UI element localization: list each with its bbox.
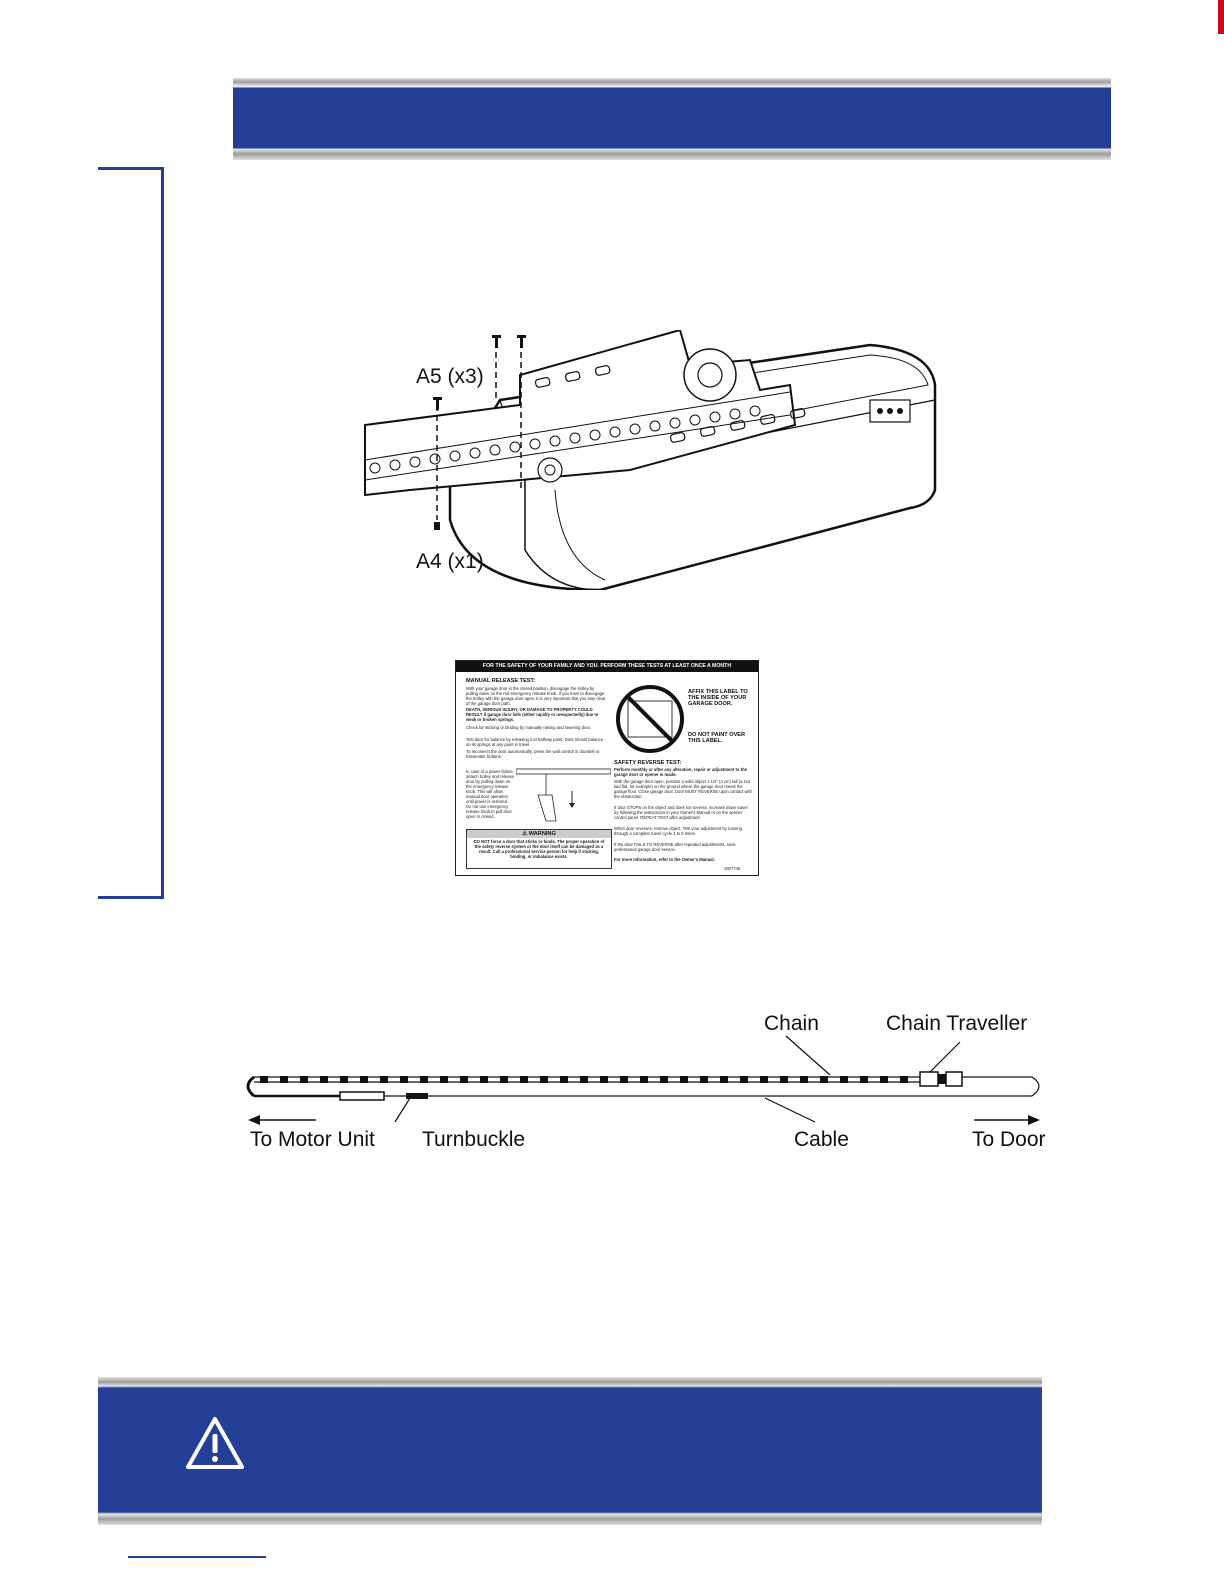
label-to-motor-unit: To Motor Unit <box>250 1128 375 1151</box>
warning-triangle-icon: ⚠ <box>522 831 528 837</box>
section-header-band <box>233 78 1111 160</box>
side-bracket <box>98 167 164 899</box>
no-paint-text: DO NOT PAINT OVER THIS LABEL. <box>688 732 746 745</box>
manual-release-text: With your garage door in the closed position, disengage the trolley by pulling down on the red emergency release knob. If you have to disengage the trolley with the garage door open, it is very important that you stay clear of the garage door path. <box>466 686 606 706</box>
label-to-door: To Door <box>972 1128 1046 1151</box>
label-turnbuckle: Turnbuckle <box>422 1128 526 1151</box>
label-warning-box <box>466 829 612 869</box>
page-tab-marker <box>1218 0 1224 34</box>
safety-reverse-step-1: With the garage door open, position a solid object 1 1/2" (4 cm) tall (a 2x4 laid flat, for example) on the ground where the garage door meets the garage floor. Close garage door. Door MUST REVERSE upon contact with the obstruction. <box>614 779 752 799</box>
more-info-text: For more information, refer to the Owner's Manual. <box>614 857 715 862</box>
affix-label-text: AFFIX THIS LABEL TO THE INSIDE OF YOUR GARAGE DOOR. <box>688 689 748 708</box>
manual-release-warning: DEATH, SERIOUS INJURY, OR DAMAGE TO PROPERTY COULD RESULT if garage door falls (either rapidly or unexpectedly) due to weak or broken springs. <box>466 707 599 722</box>
chain-cable-illustration <box>240 1010 1050 1160</box>
safety-reverse-intro: Perform monthly or after any alteration, repair or adjustment to the garage door or opener is made. <box>614 767 747 777</box>
bullet-2: Test door for balance by releasing it at halfway point. Door should balance on its springs at any point in travel. <box>466 737 604 747</box>
footer-rule <box>128 1556 266 1558</box>
opener-rail-illustration <box>350 330 950 590</box>
release-cord-illustration <box>516 765 611 825</box>
callout-screws: A5 (x3) <box>416 365 484 388</box>
safety-reverse-step-2: If door STOPS on the object and does not reverse, increase down travel by following the instructions in your Owner's Manual or on the opener control panel. REPEAT TEST after adjustment. <box>614 805 748 820</box>
warning-icon <box>184 1415 246 1471</box>
bullet-3: To reconnect the door automatically, press the wall control or doorbell or transmitter buttons. <box>466 749 600 759</box>
manual-release-title: MANUAL RELEASE TEST: <box>466 678 536 684</box>
label-part-code: 1807746 <box>724 866 741 871</box>
label-warning-text: DO NOT force a door that sticks or binds. The proper operation of the safety reverse system or the door itself can be damaged as a result. Call a professional service person for help if sticking, binding, or imbalance exists. <box>473 839 605 859</box>
safety-label-image <box>455 660 759 876</box>
label-chain: Chain <box>764 1012 819 1035</box>
label-chain-traveller: Chain Traveller <box>886 1012 1028 1035</box>
safety-reverse-title: SAFETY REVERSE TEST: <box>614 760 682 766</box>
safety-label-header: FOR THE SAFETY OF YOUR FAMILY AND YOU. PERFORM THESE TESTS AT LEAST ONCE A MONTH <box>456 661 758 672</box>
bullet-1: Check for sticking or binding by manually raising and lowering door. <box>466 725 591 730</box>
label-warning-title: WARNING <box>528 831 556 837</box>
warning-band <box>98 1377 1042 1525</box>
no-entry-icon <box>614 683 686 755</box>
callout-nut: A4 (x1) <box>416 550 484 573</box>
safety-reverse-step-4: If the door FAILS TO REVERSE after repeated adjustments, seek professional garage door service. <box>614 842 736 852</box>
label-cable: Cable <box>794 1128 849 1151</box>
safety-reverse-step-3: When door reverses, remove object. Test your adjustment by running through a complete travel cycle 3 to 5 times. <box>614 826 742 836</box>
power-failure-text: In case of a power failure, detach trolley and release door by pulling down on the emergency release knob. This will allow manual door operation until power is restored. Do not use emergency release knob to pull door open or closed. <box>466 769 514 819</box>
